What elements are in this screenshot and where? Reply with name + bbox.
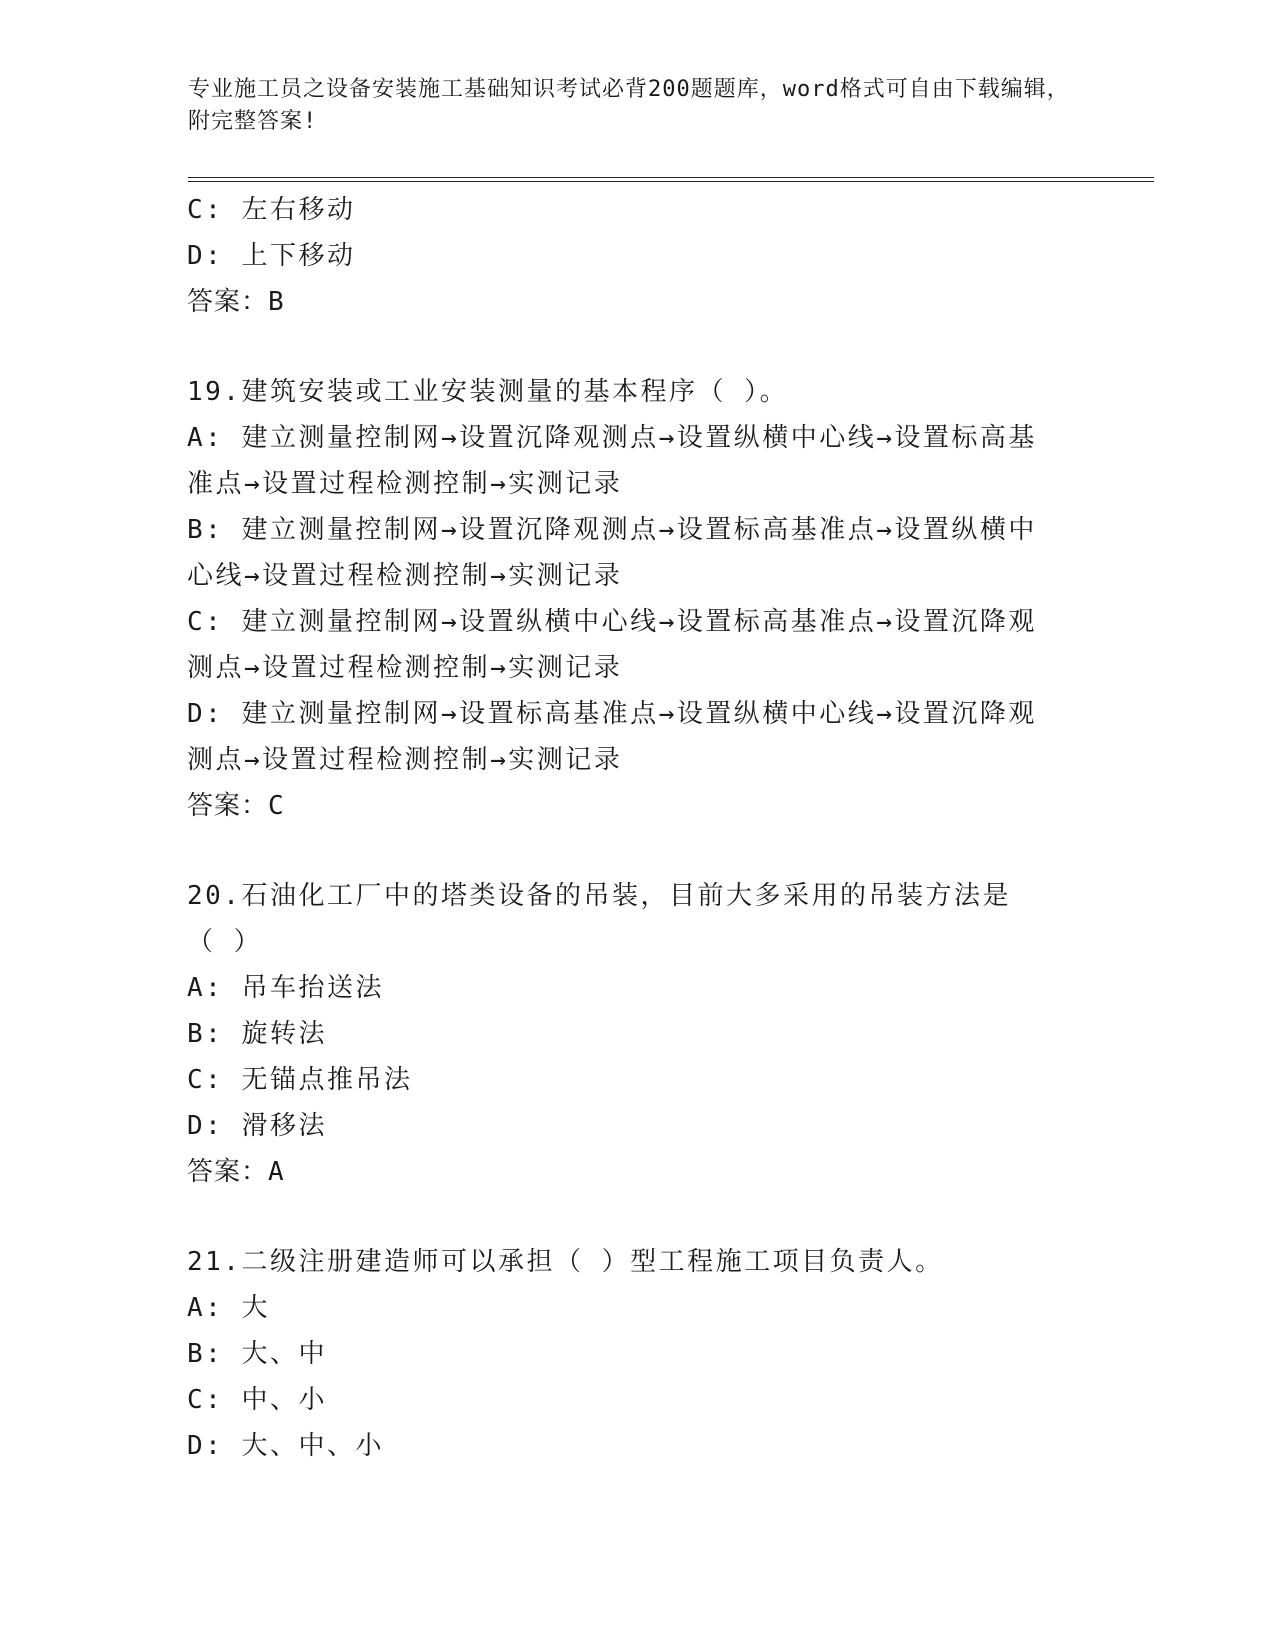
question-stem: 21.二级注册建造师可以承担（ ）型工程施工项目负责人。 — [187, 1247, 944, 1277]
option-a: A: 吊车抬送法 — [187, 973, 384, 1003]
answer-line: 答案：B — [187, 287, 285, 317]
prev-question-block — [187, 187, 1087, 325]
header-title: 专业施工员之设备安装施工基础知识考试必背200题题库，word格式可自由下载编辑，附完整答案! — [188, 77, 1070, 134]
option-c: C: 无锚点推吊法 — [187, 1065, 413, 1095]
option-c: C: 左右移动 — [187, 195, 356, 225]
answer-line: 答案：A — [187, 1157, 285, 1187]
option-b: B: 建立测量控制网→设置沉降观测点→设置标高基准点→设置纵横中心线→设置过程检测控制→实测记录 — [187, 515, 1037, 591]
question-stem: 19.建筑安装或工业安装测量的基本程序（ ）。 — [187, 377, 789, 407]
option-b: B: 旋转法 — [187, 1019, 327, 1049]
option-d: D: 滑移法 — [187, 1111, 327, 1141]
option-d: D: 建立测量控制网→设置标高基准点→设置纵横中心线→设置沉降观测点→设置过程检测控制→实测记录 — [187, 699, 1037, 775]
spacer — [187, 1195, 1087, 1239]
option-d: D: 上下移动 — [187, 241, 356, 271]
spacer — [187, 325, 1087, 369]
option-b: B: 大、中 — [187, 1339, 327, 1369]
option-d: D: 大、中、小 — [187, 1431, 384, 1461]
question-block-20 — [187, 873, 1087, 1195]
option-c: C: 中、小 — [187, 1385, 327, 1415]
header-divider — [188, 177, 1154, 178]
spacer — [187, 829, 1087, 873]
option-a: A: 大 — [187, 1293, 270, 1323]
answer-line: 答案：C — [187, 791, 285, 821]
document-body — [187, 187, 1087, 1469]
question-stem: 20.石油化工厂中的塔类设备的吊装，目前大多采用的吊装方法是（ ） — [187, 881, 1011, 957]
document-header — [188, 74, 1088, 138]
header-divider-thin — [188, 181, 1154, 182]
question-block-21 — [187, 1239, 1087, 1469]
question-block-19 — [187, 369, 1087, 829]
option-c: C: 建立测量控制网→设置纵横中心线→设置标高基准点→设置沉降观测点→设置过程检测控制→实测记录 — [187, 607, 1037, 683]
option-a: A: 建立测量控制网→设置沉降观测点→设置纵横中心线→设置标高基准点→设置过程检测控制→实测记录 — [187, 423, 1037, 499]
